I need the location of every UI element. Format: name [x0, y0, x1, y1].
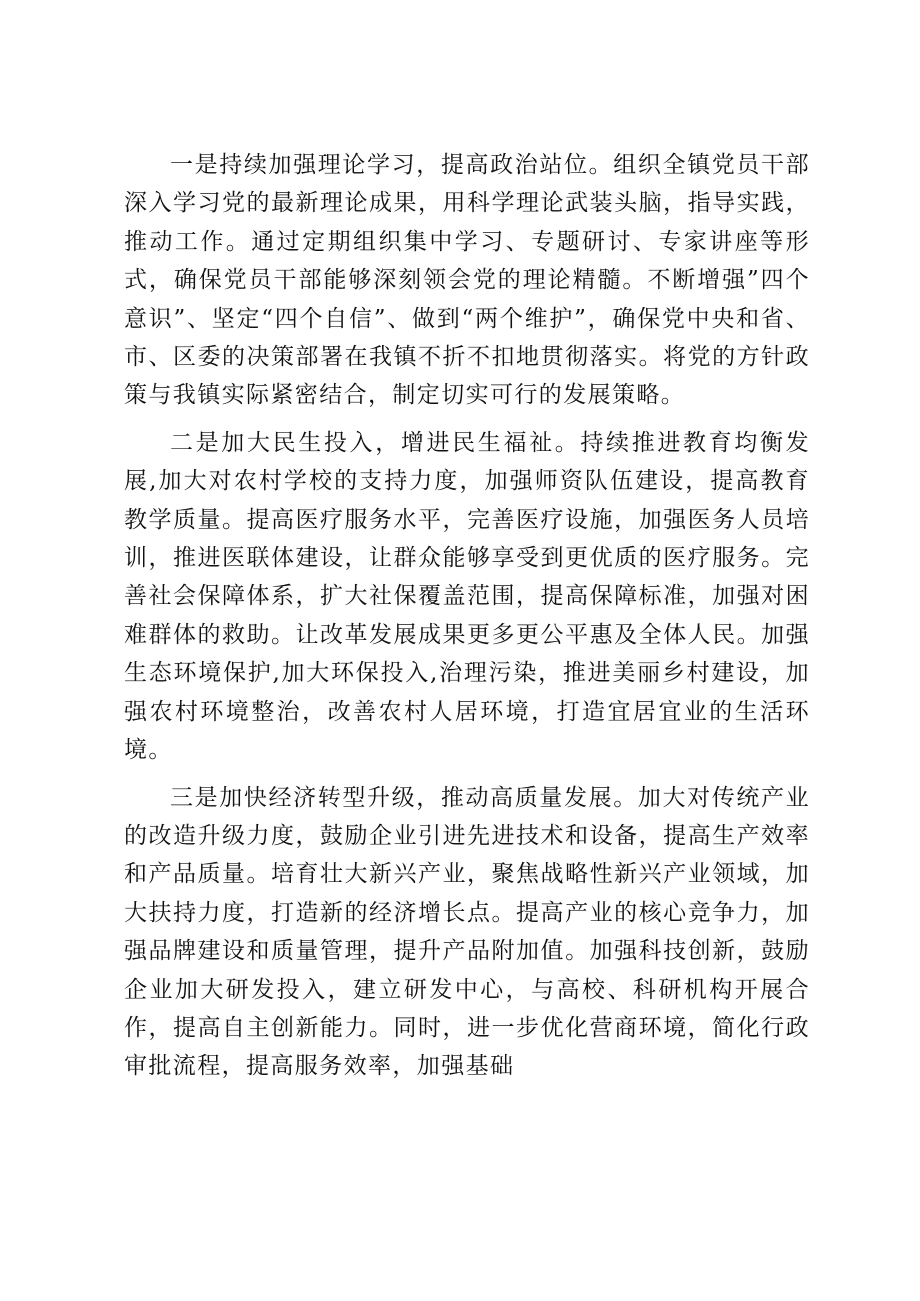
- document-body: [124, 146, 810, 1095]
- paragraph-theory-study: 一是持续加强理论学习，提高政治站位。组织全镇党员干部深入学习党的最新理论成果，用科学理论武装头脑，指导实践，推动工作。通过定期组织集中学习、专题研讨、专家讲座等形式，确保党员干部能够深刻领会党的理论精髓。不断增强”四个意识”、坚定“四个自信”、做到“两个维护”，确保党中央和省、市、区委的决策部署在我镇不折不扣地贯彻落实。将党的方针政策与我镇实际紧密结合，制定切实可行的发展策略。: [124, 152, 810, 409]
- paragraph-economic-transformation: 三是加快经济转型升级，推动高质量发展。加大对传统产业的改造升级力度，鼓励企业引进先进技术和设备，提高生产效率和产品质量。培育壮大新兴产业，聚焦战略性新兴产业领域，加大扶持力度，打造新的经济增长点。提高产业的核心竞争力，加强品牌建设和质量管理，提升产品附加值。加强科技创新，鼓励企业加大研发投入，建立研发中心，与高校、科研机构开展合作，提高自主创新能力。同时，进一步优化营商环境，简化行政审批流程，提高服务效率，加强基础: [124, 784, 810, 1080]
- paragraph-livelihood: 二是加大民生投入，增进民生福祉。持续推进教育均衡发展,加大对农村学校的支持力度，加强师资队伍建设，提高教育教学质量。提高医疗服务水平，完善医疗设施，加强医务人员培训，推进医联体建设，让群众能够享受到更优质的医疗服务。完善社会保障体系，扩大社保覆盖范围，提高保障标准，加强对困难群体的救助。让改革发展成果更多更公平惠及全体人民。加强生态环境保护,加大环保投入,治理污染，推进美丽乡村建设，加强农村环境整治，改善农村人居环境，打造宜居宜业的生活环境。: [124, 429, 810, 764]
